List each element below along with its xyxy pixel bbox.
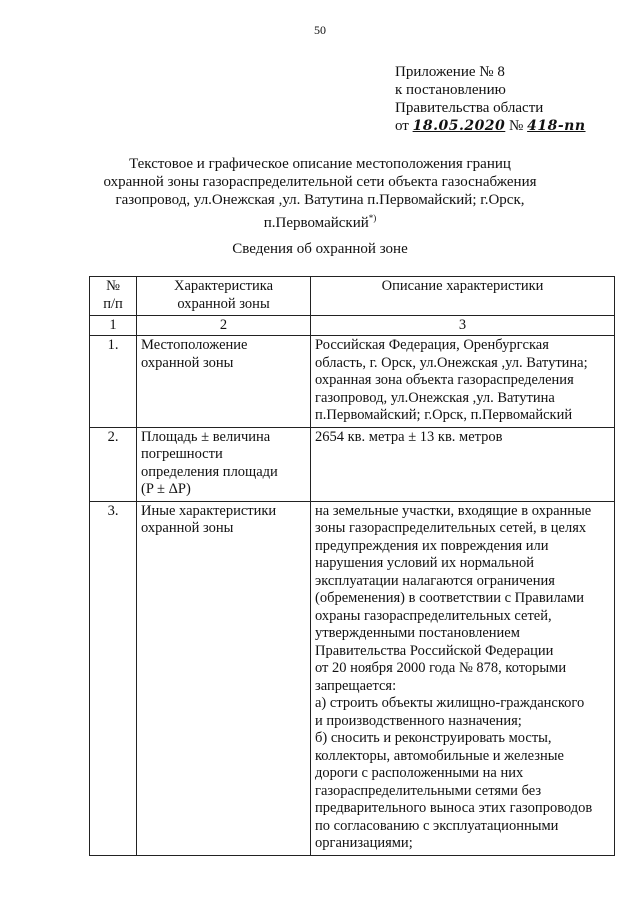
column-number: 3 bbox=[311, 316, 615, 336]
appendix-date-number bbox=[395, 117, 586, 135]
title-line-4-text: п.Первомайский bbox=[263, 215, 369, 231]
section-subtitle: Сведения об охранной зоне bbox=[232, 241, 408, 257]
header-description: Описание характеристики bbox=[311, 277, 615, 316]
column-number: 2 bbox=[137, 316, 311, 336]
page-number: 50 bbox=[314, 23, 326, 37]
appendix-title: Приложение № 8 bbox=[395, 64, 505, 80]
appendix-resolution-ref: к постановлению bbox=[395, 82, 506, 98]
title-line-3: газопровод, ул.Онежская ,ул. Ватутина п.Первомайский; г.Орск, bbox=[115, 192, 525, 208]
row-description: Российская Федерация, Оренбургская область, г. Орск, ул.Онежская ,ул. Ватутина; охранная зона объекта газораспределения газопровод, ул.Онежская ,ул. Ватутина п.Первомайский; г.Орск, п.Первомайский bbox=[311, 336, 615, 428]
handwritten-date: 18.05.2020 bbox=[412, 118, 506, 134]
row-characteristic: Площадь ± величина погрешности определения площади (P ± ΔP) bbox=[137, 427, 311, 501]
row-description: 2654 кв. метра ± 13 кв. метров bbox=[311, 427, 615, 501]
row-characteristic: Местоположение охранной зоны bbox=[137, 336, 311, 428]
appendix-government: Правительства области bbox=[395, 100, 544, 116]
table-row bbox=[90, 501, 615, 855]
column-number-row bbox=[90, 316, 615, 336]
document-title bbox=[100, 155, 540, 232]
title-line-2: охранной зоны газораспределительной сети объекта газоснабжения bbox=[103, 174, 537, 190]
appendix-block bbox=[395, 63, 586, 135]
table-row bbox=[90, 427, 615, 501]
header-characteristic: Характеристика охранной зоны bbox=[137, 277, 311, 316]
column-number: 1 bbox=[90, 316, 137, 336]
row-number: 1. bbox=[90, 336, 137, 428]
row-number: 3. bbox=[90, 501, 137, 855]
number-prefix: № bbox=[509, 118, 524, 134]
protection-zone-table bbox=[89, 276, 615, 856]
title-line-4 bbox=[100, 209, 540, 232]
date-prefix: от bbox=[395, 118, 409, 134]
header-number: № п/п bbox=[90, 277, 137, 316]
row-description: на земельные участки, входящие в охранные зоны газораспределительных сетей, в целях предупреждения их повреждения или нарушения условий их нормальной эксплуатации налагаются ограничения (обременения) в соответствии с Правилами охраны газораспределительных сетей, утвержденными постановлением Правительства Российской Федерации от 20 ноября 2000 года № 878, которыми запрещается: а) строить объекты жилищно-гражданского и производственного назначения; б) сносить и реконструировать мосты, коллекторы, автомобильные и железные дороги с расположенными на них газораспределительными сетями без предварительного выноса этих газопроводов по согласованию с эксплуатационными организациями; bbox=[311, 501, 615, 855]
title-line-1: Текстовое и графическое описание местоположения границ bbox=[129, 156, 511, 172]
row-number: 2. bbox=[90, 427, 137, 501]
table-row bbox=[90, 336, 615, 428]
handwritten-number: 418-пп bbox=[527, 118, 586, 134]
footnote-mark: *) bbox=[368, 213, 377, 223]
row-characteristic: Иные характеристики охранной зоны bbox=[137, 501, 311, 855]
table-header-row bbox=[90, 277, 615, 316]
